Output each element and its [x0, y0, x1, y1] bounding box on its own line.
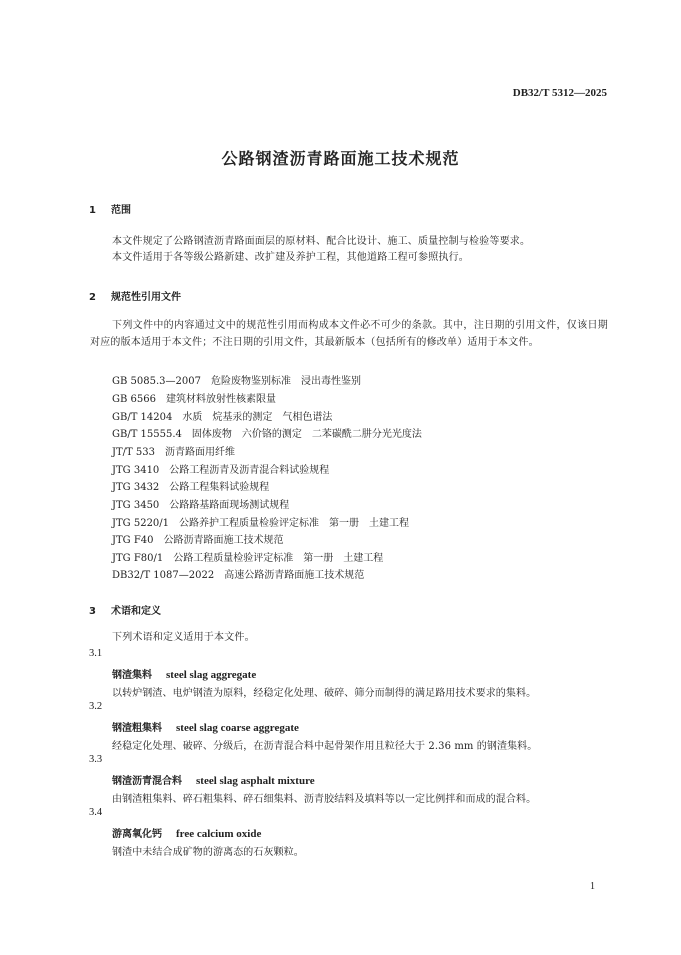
section-1-paragraph-1: 本文件规定了公路钢渣沥青路面面层的原材料、配合比设计、施工、质量控制与检验等要求。	[112, 236, 531, 247]
term-name	[112, 666, 256, 681]
term-name-en: steel slag coarse aggregate	[176, 722, 299, 734]
reference-code: JTG F80/1	[112, 553, 164, 564]
reference-item	[112, 496, 289, 511]
section-2-heading	[89, 288, 181, 303]
reference-item	[112, 390, 276, 405]
term-name	[112, 825, 261, 840]
term-name-en: steel slag asphalt mixture	[196, 775, 315, 787]
reference-title: 公路工程质量检验评定标准 第一册 土建工程	[173, 553, 384, 564]
term-name-zh: 钢渣粗集料	[112, 723, 162, 734]
reference-code: JTG 3410	[112, 465, 160, 476]
term-definition: 由钢渣粗集料、碎石粗集料、碎石细集料、沥青胶结料及填料等以一定比例拌和而成的混合料。	[112, 794, 537, 805]
reference-item	[112, 461, 329, 476]
term-definition: 经稳定化处理、破碎、分级后，在沥青混合料中起骨架作用且粒径大于 2.36 mm 的钢渣集料。	[112, 741, 538, 752]
reference-title: 公路工程集料试验规程	[169, 482, 270, 493]
section-3-heading	[89, 602, 161, 617]
reference-item	[112, 478, 269, 493]
term-name	[112, 719, 299, 734]
document-title: 公路钢渣沥青路面施工技术规范	[221, 149, 460, 168]
reference-title: 高速公路沥青路面施工技术规范	[224, 570, 365, 581]
term-number: 3.3	[89, 754, 103, 765]
section-number: 3	[89, 606, 96, 617]
reference-code: JTG F40	[112, 535, 154, 546]
reference-item	[112, 549, 383, 564]
reference-code: JT/T 533	[112, 447, 155, 458]
reference-code: GB/T 15555.4	[112, 429, 182, 440]
reference-code: GB 5085.3—2007	[112, 376, 201, 387]
section-2-intro: 下列文件中的内容通过文中的规范性引用而构成本文件必不可少的条款。其中，注日期的引用文件，仅该日期对应的版本适用于本文件；不注日期的引用文件，其最新版本（包括所有的修改单）适用于本文件。	[90, 320, 608, 348]
reference-item	[112, 514, 409, 529]
term-name-zh: 游离氧化钙	[112, 829, 162, 840]
term-name-zh: 钢渣集料	[112, 670, 152, 681]
reference-title: 建筑材料放射性核素限量	[165, 394, 276, 405]
section-title: 术语和定义	[111, 606, 161, 617]
reference-code: JTG 5220/1	[112, 518, 170, 529]
standard-number: DB32/T 5312—2025	[512, 87, 607, 99]
reference-item	[112, 443, 235, 458]
reference-code: JTG 3450	[112, 500, 160, 511]
section-1-paragraph-2: 本文件适用于各等级公路新建、改扩建及养护工程，其他道路工程可参照执行。	[112, 252, 469, 263]
term-name-zh: 钢渣沥青混合料	[112, 776, 182, 787]
reference-item	[112, 372, 361, 387]
term-number: 3.2	[89, 701, 103, 712]
reference-title: 公路工程沥青及沥青混合料试验规程	[169, 465, 330, 476]
term-name	[112, 772, 315, 787]
reference-item	[112, 531, 284, 546]
reference-code: GB 6566	[112, 394, 156, 405]
term-definition: 以转炉钢渣、电炉钢渣为原料，经稳定化处理、破碎、筛分而制得的满足路用技术要求的集料。	[112, 688, 537, 699]
section-3-intro: 下列术语和定义适用于本文件。	[112, 632, 255, 643]
reference-title: 危险废物鉴别标准 浸出毒性鉴别	[210, 376, 361, 387]
reference-title: 水质 烷基汞的测定 气相色谱法	[182, 412, 333, 423]
section-title: 规范性引用文件	[111, 292, 181, 303]
term-name-en: steel slag aggregate	[166, 669, 257, 681]
section-1-heading	[89, 201, 131, 216]
reference-title: 公路养护工程质量检验评定标准 第一册 土建工程	[179, 518, 410, 529]
page-number: 1	[590, 881, 595, 892]
reference-item	[112, 425, 422, 440]
reference-title: 公路路基路面现场测试规程	[169, 500, 290, 511]
reference-item	[112, 566, 364, 581]
section-number: 1	[89, 205, 96, 216]
reference-code: JTG 3432	[112, 482, 160, 493]
reference-title: 公路沥青路面施工技术规范	[163, 535, 284, 546]
term-number: 3.1	[89, 648, 103, 659]
reference-title: 固体废物 六价铬的测定 二苯碳酰二肼分光光度法	[191, 429, 422, 440]
term-number: 3.4	[89, 807, 103, 818]
reference-item	[112, 408, 332, 423]
term-name-en: free calcium oxide	[176, 828, 262, 840]
section-title: 范围	[111, 205, 131, 216]
reference-code: GB/T 14204	[112, 412, 173, 423]
term-definition: 钢渣中未结合成矿物的游离态的石灰颗粒。	[112, 847, 304, 858]
reference-code: DB32/T 1087—2022	[112, 570, 215, 581]
section-number: 2	[89, 292, 96, 303]
reference-title: 沥青路面用纤维	[164, 447, 235, 458]
